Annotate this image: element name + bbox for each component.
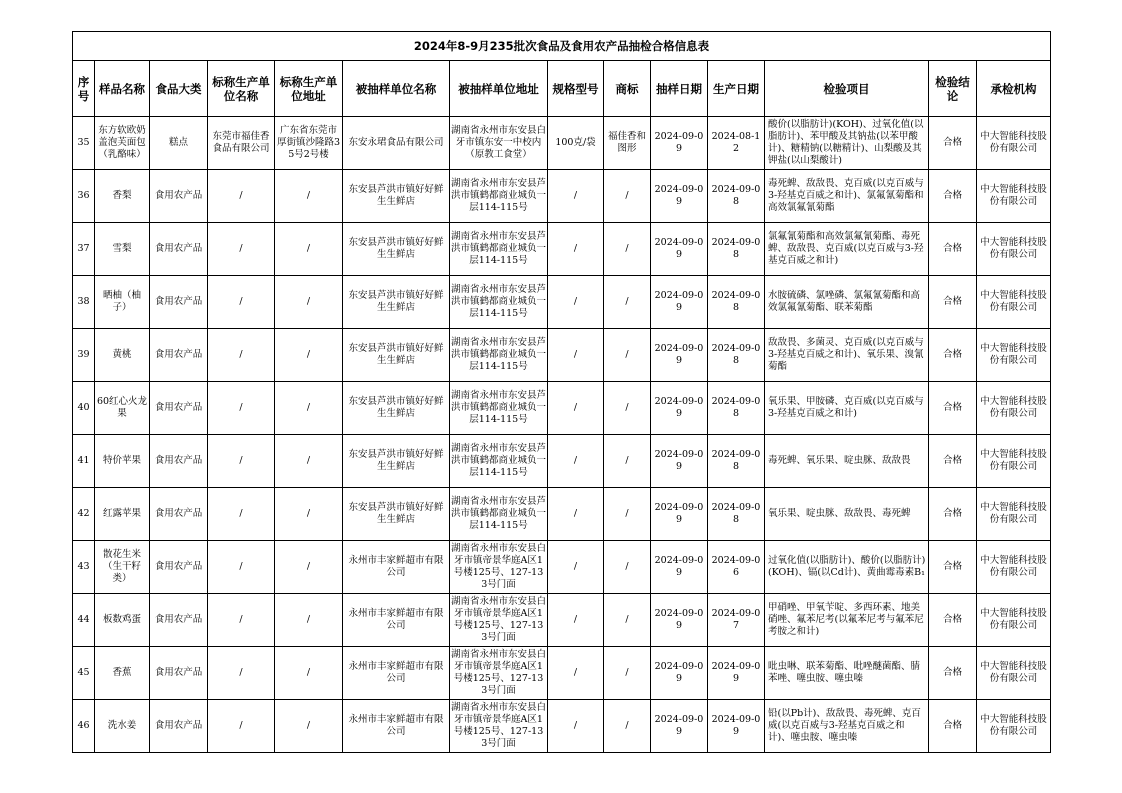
index-cell: 41 (73, 435, 95, 488)
testing-agency-cell: 中大智能科技股份有限公司 (977, 117, 1051, 170)
test-items-cell: 毒死蜱、敌敌畏、克百威(以克百威与3-羟基克百威之和计)、氯氟氰菊酯和高效氯氟氰菊酯 (765, 170, 929, 223)
sampled-unit-address-cell: 湖南省永州市东安县白牙市镇帝景华庭A区1号楼125号、127-133号门面 (450, 541, 548, 594)
trademark-cell: / (604, 541, 651, 594)
sampled-unit-address-cell: 湖南省永州市东安县芦洪市镇鹤都商业城负一层114-115号 (450, 435, 548, 488)
manufacturer-address-cell: / (275, 329, 343, 382)
sampled-unit-name-cell: 东安县芦洪市镇好好鲜生生鲜店 (343, 223, 450, 276)
manufacturer-name-cell: / (208, 170, 275, 223)
sampled-unit-name-cell: 东安县芦洪市镇好好鲜生生鲜店 (343, 435, 450, 488)
conclusion-cell: 合格 (929, 594, 977, 647)
header-row (73, 61, 1051, 117)
table-row (73, 170, 1051, 223)
test-items-cell: 铅(以Pb计)、敌敌畏、毒死蜱、克百威(以克百威与3-羟基克百威之和计)、噻虫胺、噻虫嗪 (765, 700, 929, 753)
sampled-unit-name-cell: 永州市丰家鲜超市有限公司 (343, 700, 450, 753)
food-category-cell: 食用农产品 (150, 329, 208, 382)
manufacturer-name-cell: / (208, 435, 275, 488)
sampled-unit-name-cell: 东安县芦洪市镇好好鲜生生鲜店 (343, 382, 450, 435)
manufacturer-address-cell: / (275, 223, 343, 276)
manufacturer-name-cell: / (208, 223, 275, 276)
production-date-cell: 2024-09-08 (708, 329, 765, 382)
col-production-date-header: 生产日期 (708, 61, 765, 117)
testing-agency-cell: 中大智能科技股份有限公司 (977, 170, 1051, 223)
manufacturer-name-cell: / (208, 276, 275, 329)
table-row (73, 223, 1051, 276)
table-row (73, 435, 1051, 488)
manufacturer-address-cell: / (275, 170, 343, 223)
test-items-cell: 水胺硫磷、氯唑磷、氯氟氰菊酯和高效氯氟氰菊酯、联苯菊酯 (765, 276, 929, 329)
manufacturer-address-cell: 广东省东莞市厚街镇沙隆路35号2号楼 (275, 117, 343, 170)
conclusion-cell: 合格 (929, 488, 977, 541)
index-cell: 40 (73, 382, 95, 435)
sample-name-cell: 香蕉 (95, 647, 150, 700)
production-date-cell: 2024-09-08 (708, 223, 765, 276)
sampled-unit-address-cell: 湖南省永州市东安县芦洪市镇鹤都商业城负一层114-115号 (450, 329, 548, 382)
sampling-date-cell: 2024-09-09 (651, 329, 708, 382)
spec-cell: / (548, 329, 604, 382)
sampled-unit-name-cell: 永州市丰家鲜超市有限公司 (343, 541, 450, 594)
spec-cell: / (548, 647, 604, 700)
test-items-cell: 氧乐果、甲胺磷、克百威(以克百威与3-羟基克百威之和计) (765, 382, 929, 435)
manufacturer-address-cell: / (275, 647, 343, 700)
production-date-cell: 2024-09-09 (708, 647, 765, 700)
manufacturer-address-cell: / (275, 541, 343, 594)
testing-agency-cell: 中大智能科技股份有限公司 (977, 223, 1051, 276)
col-manufacturer-name-header: 标称生产单位名称 (208, 61, 275, 117)
conclusion-cell: 合格 (929, 382, 977, 435)
manufacturer-name-cell: / (208, 647, 275, 700)
production-date-cell: 2024-09-06 (708, 541, 765, 594)
manufacturer-name-cell: / (208, 329, 275, 382)
sample-name-cell: 东方软欧奶盖泡芙面包（乳酪味） (95, 117, 150, 170)
index-cell: 44 (73, 594, 95, 647)
testing-agency-cell: 中大智能科技股份有限公司 (977, 276, 1051, 329)
production-date-cell: 2024-08-12 (708, 117, 765, 170)
table-row (73, 329, 1051, 382)
manufacturer-address-cell: / (275, 488, 343, 541)
col-manufacturer-address-header: 标称生产单位地址 (275, 61, 343, 117)
trademark-cell: / (604, 700, 651, 753)
index-cell: 37 (73, 223, 95, 276)
food-category-cell: 食用农产品 (150, 435, 208, 488)
spec-cell: / (548, 594, 604, 647)
sampled-unit-address-cell: 湖南省永州市东安县白牙市镇东安一中校内（原教工食堂） (450, 117, 548, 170)
spec-cell: 100克/袋 (548, 117, 604, 170)
spec-cell: / (548, 700, 604, 753)
test-items-cell: 氧乐果、啶虫脒、敌敌畏、毒死蜱 (765, 488, 929, 541)
conclusion-cell: 合格 (929, 170, 977, 223)
food-category-cell: 食用农产品 (150, 700, 208, 753)
sample-name-cell: 香梨 (95, 170, 150, 223)
trademark-cell: / (604, 594, 651, 647)
conclusion-cell: 合格 (929, 435, 977, 488)
sample-name-cell: 60红心火龙果 (95, 382, 150, 435)
spec-cell: / (548, 276, 604, 329)
production-date-cell: 2024-09-08 (708, 170, 765, 223)
col-index-header: 序号 (73, 61, 95, 117)
inspection-table (72, 31, 1051, 753)
sampling-date-cell: 2024-09-09 (651, 647, 708, 700)
table-row (73, 647, 1051, 700)
food-category-cell: 食用农产品 (150, 488, 208, 541)
sampling-date-cell: 2024-09-09 (651, 117, 708, 170)
index-cell: 38 (73, 276, 95, 329)
manufacturer-name-cell: 东莞市福佳香食品有限公司 (208, 117, 275, 170)
food-category-cell: 食用农产品 (150, 276, 208, 329)
trademark-cell: 福佳香和图形 (604, 117, 651, 170)
sampled-unit-address-cell: 湖南省永州市东安县芦洪市镇鹤都商业城负一层114-115号 (450, 488, 548, 541)
trademark-cell: / (604, 382, 651, 435)
test-items-cell: 毒死蜱、氧乐果、啶虫脒、敌敌畏 (765, 435, 929, 488)
sampled-unit-address-cell: 湖南省永州市东安县白牙市镇帝景华庭A区1号楼125号、127-133号门面 (450, 594, 548, 647)
col-sample-name-header: 样品名称 (95, 61, 150, 117)
manufacturer-name-cell: / (208, 700, 275, 753)
sampled-unit-address-cell: 湖南省永州市东安县芦洪市镇鹤都商业城负一层114-115号 (450, 223, 548, 276)
conclusion-cell: 合格 (929, 647, 977, 700)
testing-agency-cell: 中大智能科技股份有限公司 (977, 541, 1051, 594)
table-body (73, 117, 1051, 753)
table-row (73, 700, 1051, 753)
production-date-cell: 2024-09-08 (708, 435, 765, 488)
index-cell: 36 (73, 170, 95, 223)
food-category-cell: 食用农产品 (150, 170, 208, 223)
sampling-date-cell: 2024-09-09 (651, 488, 708, 541)
index-cell: 42 (73, 488, 95, 541)
sampled-unit-name-cell: 东安县芦洪市镇好好鲜生生鲜店 (343, 276, 450, 329)
test-items-cell: 甲硝唑、甲氧苄啶、多西环素、地美硝唑、氟苯尼考(以氟苯尼考与氟苯尼考胺之和计) (765, 594, 929, 647)
inspection-sheet (72, 31, 1051, 753)
col-spec-header: 规格型号 (548, 61, 604, 117)
conclusion-cell: 合格 (929, 117, 977, 170)
production-date-cell: 2024-09-08 (708, 488, 765, 541)
sampling-date-cell: 2024-09-09 (651, 276, 708, 329)
production-date-cell: 2024-09-07 (708, 594, 765, 647)
test-items-cell: 敌敌畏、多菌灵、克百威(以克百威与3-羟基克百威之和计)、氧乐果、溴氰菊酯 (765, 329, 929, 382)
testing-agency-cell: 中大智能科技股份有限公司 (977, 435, 1051, 488)
col-trademark-header: 商标 (604, 61, 651, 117)
sampling-date-cell: 2024-09-09 (651, 223, 708, 276)
sampled-unit-address-cell: 湖南省永州市东安县白牙市镇帝景华庭A区1号楼125号、127-133号门面 (450, 700, 548, 753)
trademark-cell: / (604, 435, 651, 488)
index-cell: 45 (73, 647, 95, 700)
index-cell: 46 (73, 700, 95, 753)
sample-name-cell: 板数鸡蛋 (95, 594, 150, 647)
sample-name-cell: 雪梨 (95, 223, 150, 276)
sampled-unit-name-cell: 永州市丰家鲜超市有限公司 (343, 594, 450, 647)
sample-name-cell: 特价苹果 (95, 435, 150, 488)
spec-cell: / (548, 382, 604, 435)
test-items-cell: 酸价(以脂肪计)(KOH)、过氧化值(以脂肪计)、苯甲酸及其钠盐(以苯甲酸计)、糖精钠(以糖精计)、山梨酸及其钾盐(以山梨酸计) (765, 117, 929, 170)
sampled-unit-address-cell: 湖南省永州市东安县芦洪市镇鹤都商业城负一层114-115号 (450, 170, 548, 223)
table-row (73, 541, 1051, 594)
spec-cell: / (548, 488, 604, 541)
sampled-unit-address-cell: 湖南省永州市东安县白牙市镇帝景华庭A区1号楼125号、127-133号门面 (450, 647, 548, 700)
manufacturer-address-cell: / (275, 435, 343, 488)
conclusion-cell: 合格 (929, 276, 977, 329)
manufacturer-name-cell: / (208, 594, 275, 647)
testing-agency-cell: 中大智能科技股份有限公司 (977, 329, 1051, 382)
trademark-cell: / (604, 276, 651, 329)
sampling-date-cell: 2024-09-09 (651, 382, 708, 435)
table-row (73, 117, 1051, 170)
testing-agency-cell: 中大智能科技股份有限公司 (977, 700, 1051, 753)
manufacturer-address-cell: / (275, 700, 343, 753)
conclusion-cell: 合格 (929, 541, 977, 594)
sampled-unit-name-cell: 东安永珺食品有限公司 (343, 117, 450, 170)
testing-agency-cell: 中大智能科技股份有限公司 (977, 594, 1051, 647)
manufacturer-name-cell: / (208, 488, 275, 541)
sampling-date-cell: 2024-09-09 (651, 170, 708, 223)
test-items-cell: 过氧化值(以脂肪计)、酸价(以脂肪计)(KOH)、镉(以Cd计)、黄曲霉毒素B₁ (765, 541, 929, 594)
sampled-unit-name-cell: 东安县芦洪市镇好好鲜生生鲜店 (343, 170, 450, 223)
sampling-date-cell: 2024-09-09 (651, 594, 708, 647)
col-food-category-header: 食品大类 (150, 61, 208, 117)
food-category-cell: 食用农产品 (150, 382, 208, 435)
spec-cell: / (548, 435, 604, 488)
testing-agency-cell: 中大智能科技股份有限公司 (977, 647, 1051, 700)
trademark-cell: / (604, 170, 651, 223)
col-test-items-header: 检验项目 (765, 61, 929, 117)
table-row (73, 276, 1051, 329)
sampled-unit-name-cell: 永州市丰家鲜超市有限公司 (343, 647, 450, 700)
production-date-cell: 2024-09-08 (708, 382, 765, 435)
manufacturer-name-cell: / (208, 541, 275, 594)
col-sampled-unit-address-header: 被抽样单位地址 (450, 61, 548, 117)
production-date-cell: 2024-09-08 (708, 276, 765, 329)
food-category-cell: 糕点 (150, 117, 208, 170)
sampled-unit-address-cell: 湖南省永州市东安县芦洪市镇鹤都商业城负一层114-115号 (450, 382, 548, 435)
manufacturer-address-cell: / (275, 382, 343, 435)
sampled-unit-name-cell: 东安县芦洪市镇好好鲜生生鲜店 (343, 488, 450, 541)
col-conclusion-header: 检验结论 (929, 61, 977, 117)
spec-cell: / (548, 223, 604, 276)
manufacturer-name-cell: / (208, 382, 275, 435)
conclusion-cell: 合格 (929, 329, 977, 382)
table-row (73, 594, 1051, 647)
food-category-cell: 食用农产品 (150, 647, 208, 700)
testing-agency-cell: 中大智能科技股份有限公司 (977, 382, 1051, 435)
trademark-cell: / (604, 488, 651, 541)
sample-name-cell: 红露苹果 (95, 488, 150, 541)
sampled-unit-address-cell: 湖南省永州市东安县芦洪市镇鹤都商业城负一层114-115号 (450, 276, 548, 329)
test-items-cell: 吡虫啉、联苯菊酯、吡唑醚菌酯、腈苯唑、噻虫胺、噻虫嗪 (765, 647, 929, 700)
sampling-date-cell: 2024-09-09 (651, 541, 708, 594)
col-sampling-date-header: 抽样日期 (651, 61, 708, 117)
manufacturer-address-cell: / (275, 276, 343, 329)
table-row (73, 382, 1051, 435)
trademark-cell: / (604, 329, 651, 382)
manufacturer-address-cell: / (275, 594, 343, 647)
trademark-cell: / (604, 647, 651, 700)
conclusion-cell: 合格 (929, 223, 977, 276)
sample-name-cell: 晒柚（柚子） (95, 276, 150, 329)
conclusion-cell: 合格 (929, 700, 977, 753)
sampling-date-cell: 2024-09-09 (651, 700, 708, 753)
sampled-unit-name-cell: 东安县芦洪市镇好好鲜生生鲜店 (343, 329, 450, 382)
table-title: 2024年8-9月235批次食品及食用农产品抽检合格信息表 (73, 32, 1051, 61)
production-date-cell: 2024-09-09 (708, 700, 765, 753)
spec-cell: / (548, 170, 604, 223)
sample-name-cell: 黄桃 (95, 329, 150, 382)
index-cell: 43 (73, 541, 95, 594)
table-row (73, 488, 1051, 541)
index-cell: 35 (73, 117, 95, 170)
food-category-cell: 食用农产品 (150, 541, 208, 594)
test-items-cell: 氯氟氰菊酯和高效氯氟氰菊酯、毒死蜱、敌敌畏、克百威(以克百威与3-羟基克百威之和计) (765, 223, 929, 276)
trademark-cell: / (604, 223, 651, 276)
food-category-cell: 食用农产品 (150, 223, 208, 276)
testing-agency-cell: 中大智能科技股份有限公司 (977, 488, 1051, 541)
col-sampled-unit-name-header: 被抽样单位名称 (343, 61, 450, 117)
sample-name-cell: 散花生米（生干籽类） (95, 541, 150, 594)
col-testing-agency-header: 承检机构 (977, 61, 1051, 117)
spec-cell: / (548, 541, 604, 594)
index-cell: 39 (73, 329, 95, 382)
sample-name-cell: 洗水姜 (95, 700, 150, 753)
sampling-date-cell: 2024-09-09 (651, 435, 708, 488)
food-category-cell: 食用农产品 (150, 594, 208, 647)
